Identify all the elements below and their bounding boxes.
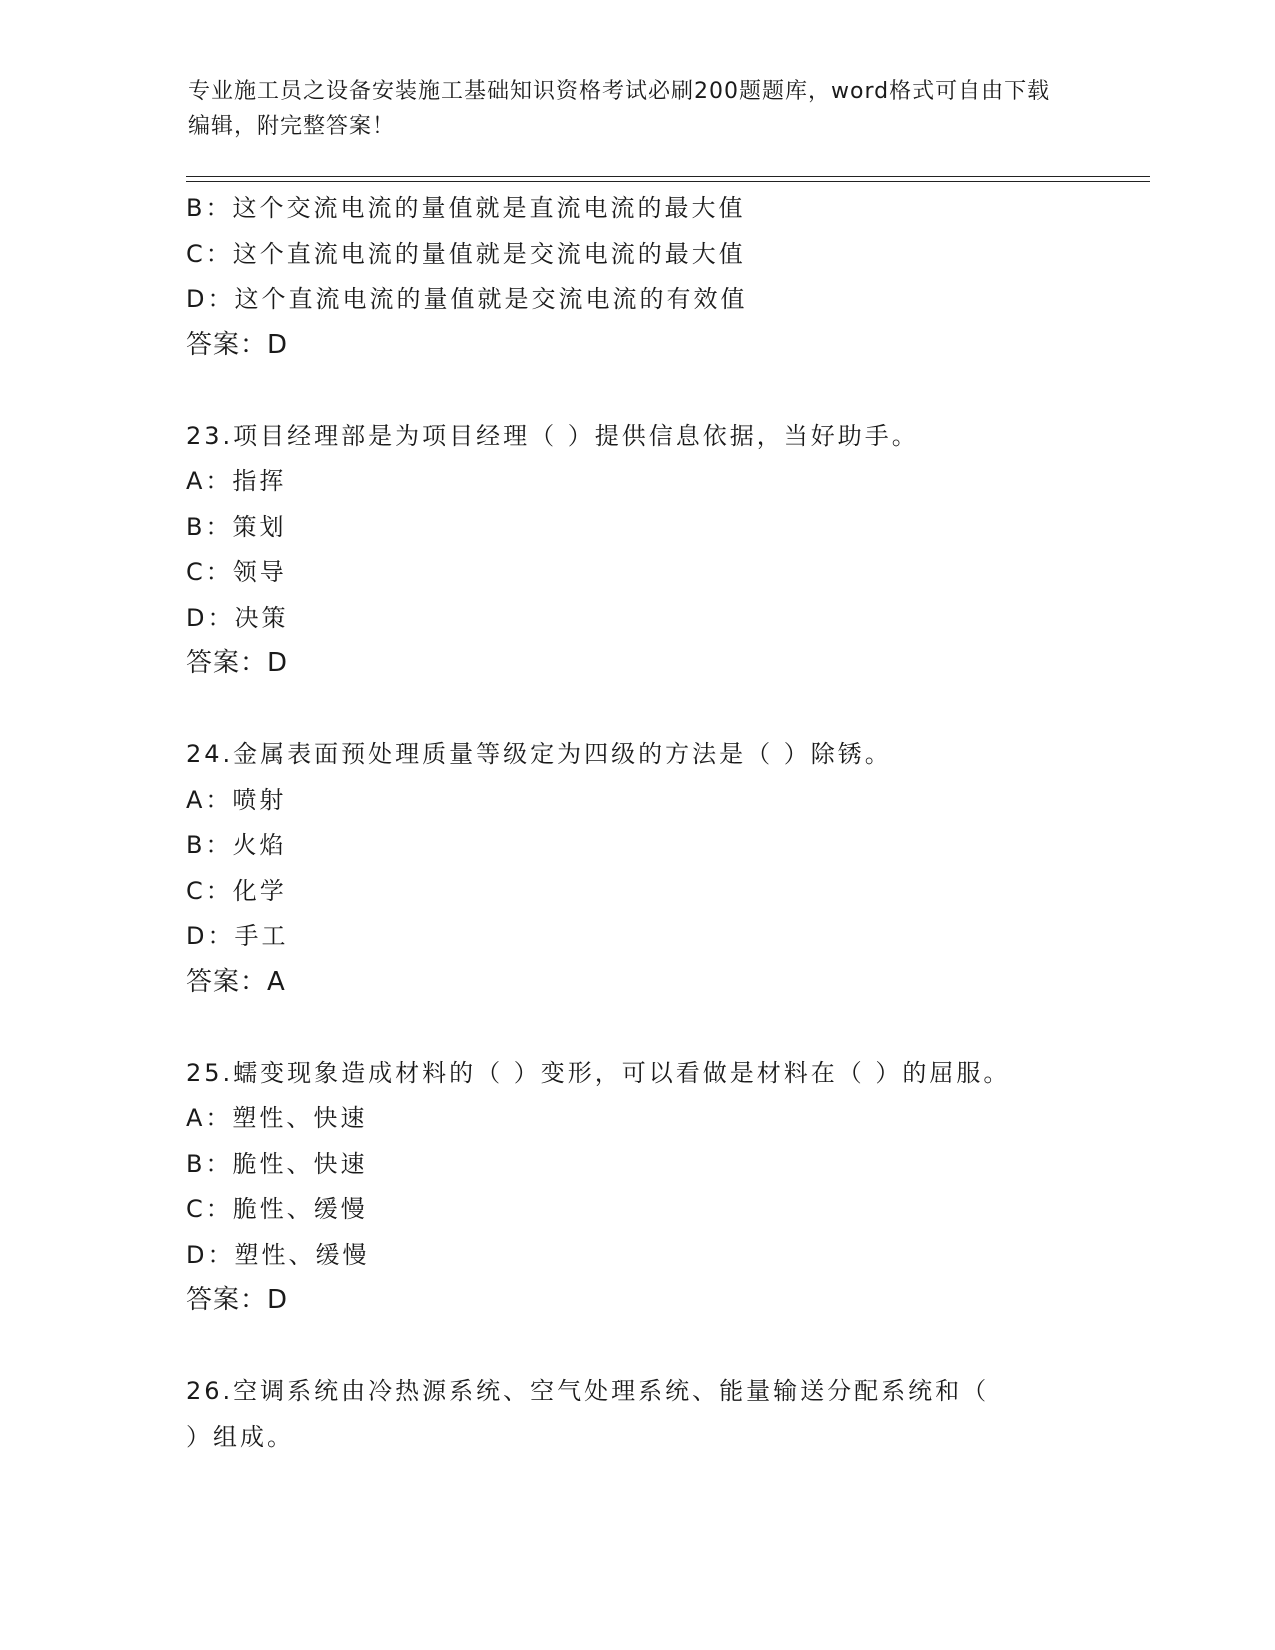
document-header bbox=[188, 74, 1068, 144]
header-title: 专业施工员之设备安装施工基础知识资格考试必刷200题题库，word格式可自由下载编辑，附完整答案！ bbox=[188, 79, 1051, 139]
option-a: A：指挥 bbox=[186, 467, 287, 495]
option-b: B：策划 bbox=[186, 512, 287, 541]
question-24 bbox=[186, 732, 1086, 1005]
question-title: 25.蠕变现象造成材料的（ ）变形，可以看做是材料在（ ）的屈服。 bbox=[186, 1058, 1011, 1087]
header-divider-top bbox=[186, 176, 1150, 177]
question-title-line-1: 26.空调系统由冷热源系统、空气处理系统、能量输送分配系统和（ bbox=[186, 1377, 990, 1405]
question-title-line-2: ）组成。 bbox=[186, 1422, 294, 1451]
option-d: D：手工 bbox=[186, 922, 289, 950]
option-d: D：决策 bbox=[186, 603, 289, 632]
question-26 bbox=[186, 1369, 1086, 1460]
option-a: A：塑性、快速 bbox=[186, 1104, 368, 1132]
question-title: 24.金属表面预处理质量等级定为四级的方法是（ ）除锈。 bbox=[186, 740, 892, 768]
answer: 答案：D bbox=[186, 648, 289, 678]
option-b: B：火焰 bbox=[186, 831, 287, 859]
answer: 答案：A bbox=[186, 966, 286, 997]
option-c: C：脆性、缓慢 bbox=[186, 1195, 368, 1223]
question-23 bbox=[186, 414, 1086, 687]
question-title: 23.项目经理部是为项目经理（ ）提供信息依据，当好助手。 bbox=[186, 421, 919, 450]
option-c: C：化学 bbox=[186, 876, 287, 905]
question-list bbox=[186, 186, 1086, 1460]
option-c: C：这个直流电流的量值就是交流电流的最大值 bbox=[186, 239, 746, 268]
option-b: B：脆性、快速 bbox=[186, 1149, 368, 1178]
option-a: A：喷射 bbox=[186, 785, 287, 814]
question-22-continued bbox=[186, 186, 1086, 368]
option-b: B：这个交流电流的量值就是直流电流的最大值 bbox=[186, 194, 746, 222]
answer: 答案：D bbox=[186, 329, 289, 360]
question-25 bbox=[186, 1051, 1086, 1324]
answer: 答案：D bbox=[186, 1285, 289, 1315]
option-d: D：塑性、缓慢 bbox=[186, 1240, 370, 1269]
option-d: D：这个直流电流的量值就是交流电流的有效值 bbox=[186, 285, 748, 313]
header-divider-bottom bbox=[186, 181, 1150, 182]
option-c: C：领导 bbox=[186, 558, 287, 586]
